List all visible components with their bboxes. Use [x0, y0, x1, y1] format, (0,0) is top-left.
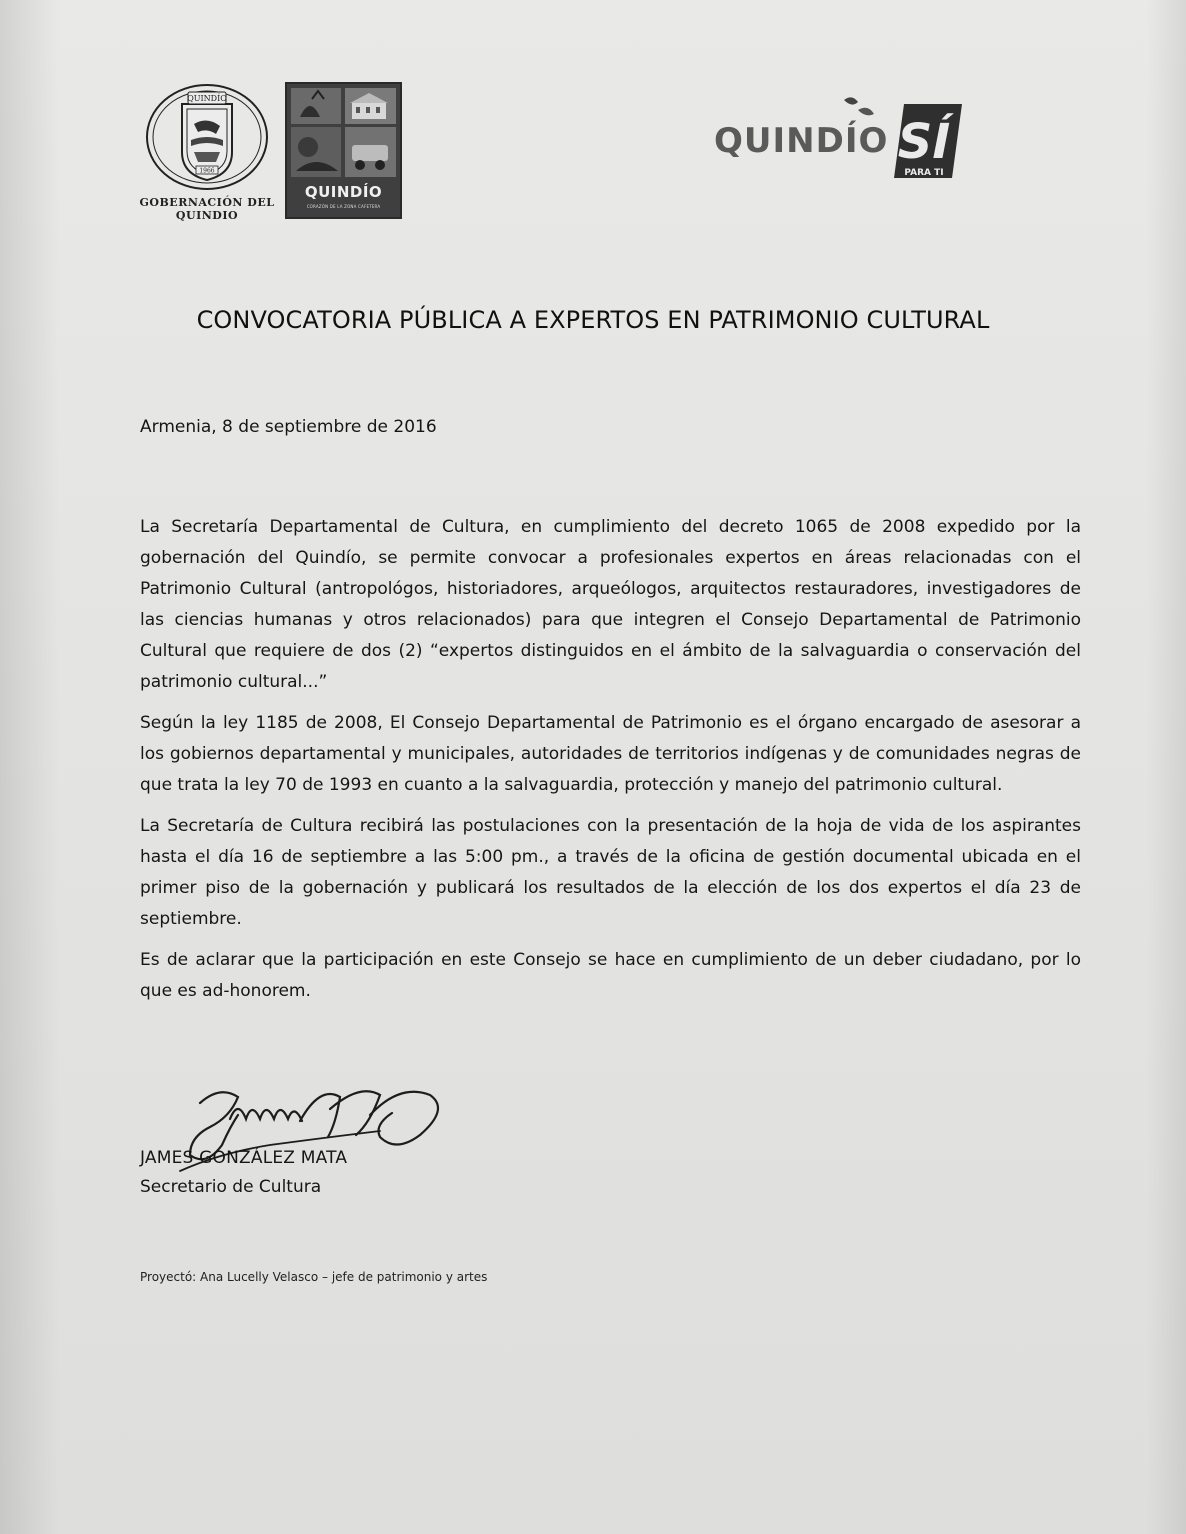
paragraph-3: La Secretaría de Cultura recibirá las postulaciones con la presentación de la hoja de vida de los aspirantes hasta el día 16 de septiembre a las 5:00 pm., a través de la oficina de gestión documental ubicada en el primer piso de la gobernación y publicará los resultados de la elección de los dos expertos el día 23 de septiembre.	[140, 816, 1081, 929]
signer-role: Secretario de Cultura	[140, 1177, 322, 1197]
campaign-badge: SÍ	[897, 114, 951, 170]
document-title: CONVOCATORIA PÚBLICA A EXPERTOS EN PATRIMONIO CULTURAL	[196, 306, 990, 334]
letterhead	[0, 0, 1186, 260]
seal-year: 1966	[199, 167, 215, 175]
drafter-line: Proyectó: Ana Lucelly Velasco – jefe de patrimonio y artes	[140, 1270, 488, 1284]
paragraph-1: La Secretaría Departamental de Cultura, en cumplimiento del decreto 1065 de 2008 expedido por la gobernación del Quindío, se permite convocar a profesionales expertos en áreas relacionadas con el Patrimonio Cultural (antropológos, historiadores, arqueólogos, arquitectos restauradores, investigadores de las ciencias humanas y otros relacionados) para que integren el Consejo Departamental de Patrimonio Cultural que requiere de dos (2) “expertos distinguidos en el ámbito de la salvaguardia o conservación del patrimonio cultural...”	[140, 517, 1081, 692]
seal-caption-line-2: QUINDIO	[175, 209, 239, 222]
campaign-badge-sub: PARA TI	[904, 168, 944, 178]
seal-caption	[132, 196, 282, 222]
document-body	[140, 512, 1081, 1017]
paragraph-4: Es de aclarar que la participación en este Consejo se hace en cumplimiento de un deber ciudadano, por lo que es ad-honorem.	[140, 950, 1081, 1001]
signer-name: JAMES GONZÁLEZ MATA	[140, 1148, 348, 1168]
leaf-icon	[858, 108, 874, 116]
leaf-icon	[844, 97, 858, 104]
brand-tagline: CORAZÓN DE LA ZONA CAFETERA	[306, 204, 381, 209]
seal-ring-text: QUINDÍO	[187, 94, 227, 103]
brand-name: QUINDÍO	[304, 183, 383, 201]
campaign-word: QUINDÍO	[714, 121, 889, 161]
date-line: Armenia, 8 de septiembre de 2016	[140, 417, 437, 437]
seal-caption-line-1: GOBERNACIÓN DEL	[139, 196, 275, 209]
paragraph-2: Según la ley 1185 de 2008, El Consejo Departamental de Patrimonio es el órgano encargado de asesorar a los gobiernos departamental y municipales, autoridades de territorios indígenas y de comunidades negras de que trata la ley 70 de 1993 en cuanto a la salvaguardia, protección y manejo del patrimonio cultural.	[140, 713, 1081, 795]
landscape-collage-icon	[290, 87, 397, 179]
quindio-brand-logo	[285, 82, 402, 219]
gobernacion-seal-icon	[144, 82, 270, 192]
quindio-si-para-ti-logo	[712, 92, 972, 187]
